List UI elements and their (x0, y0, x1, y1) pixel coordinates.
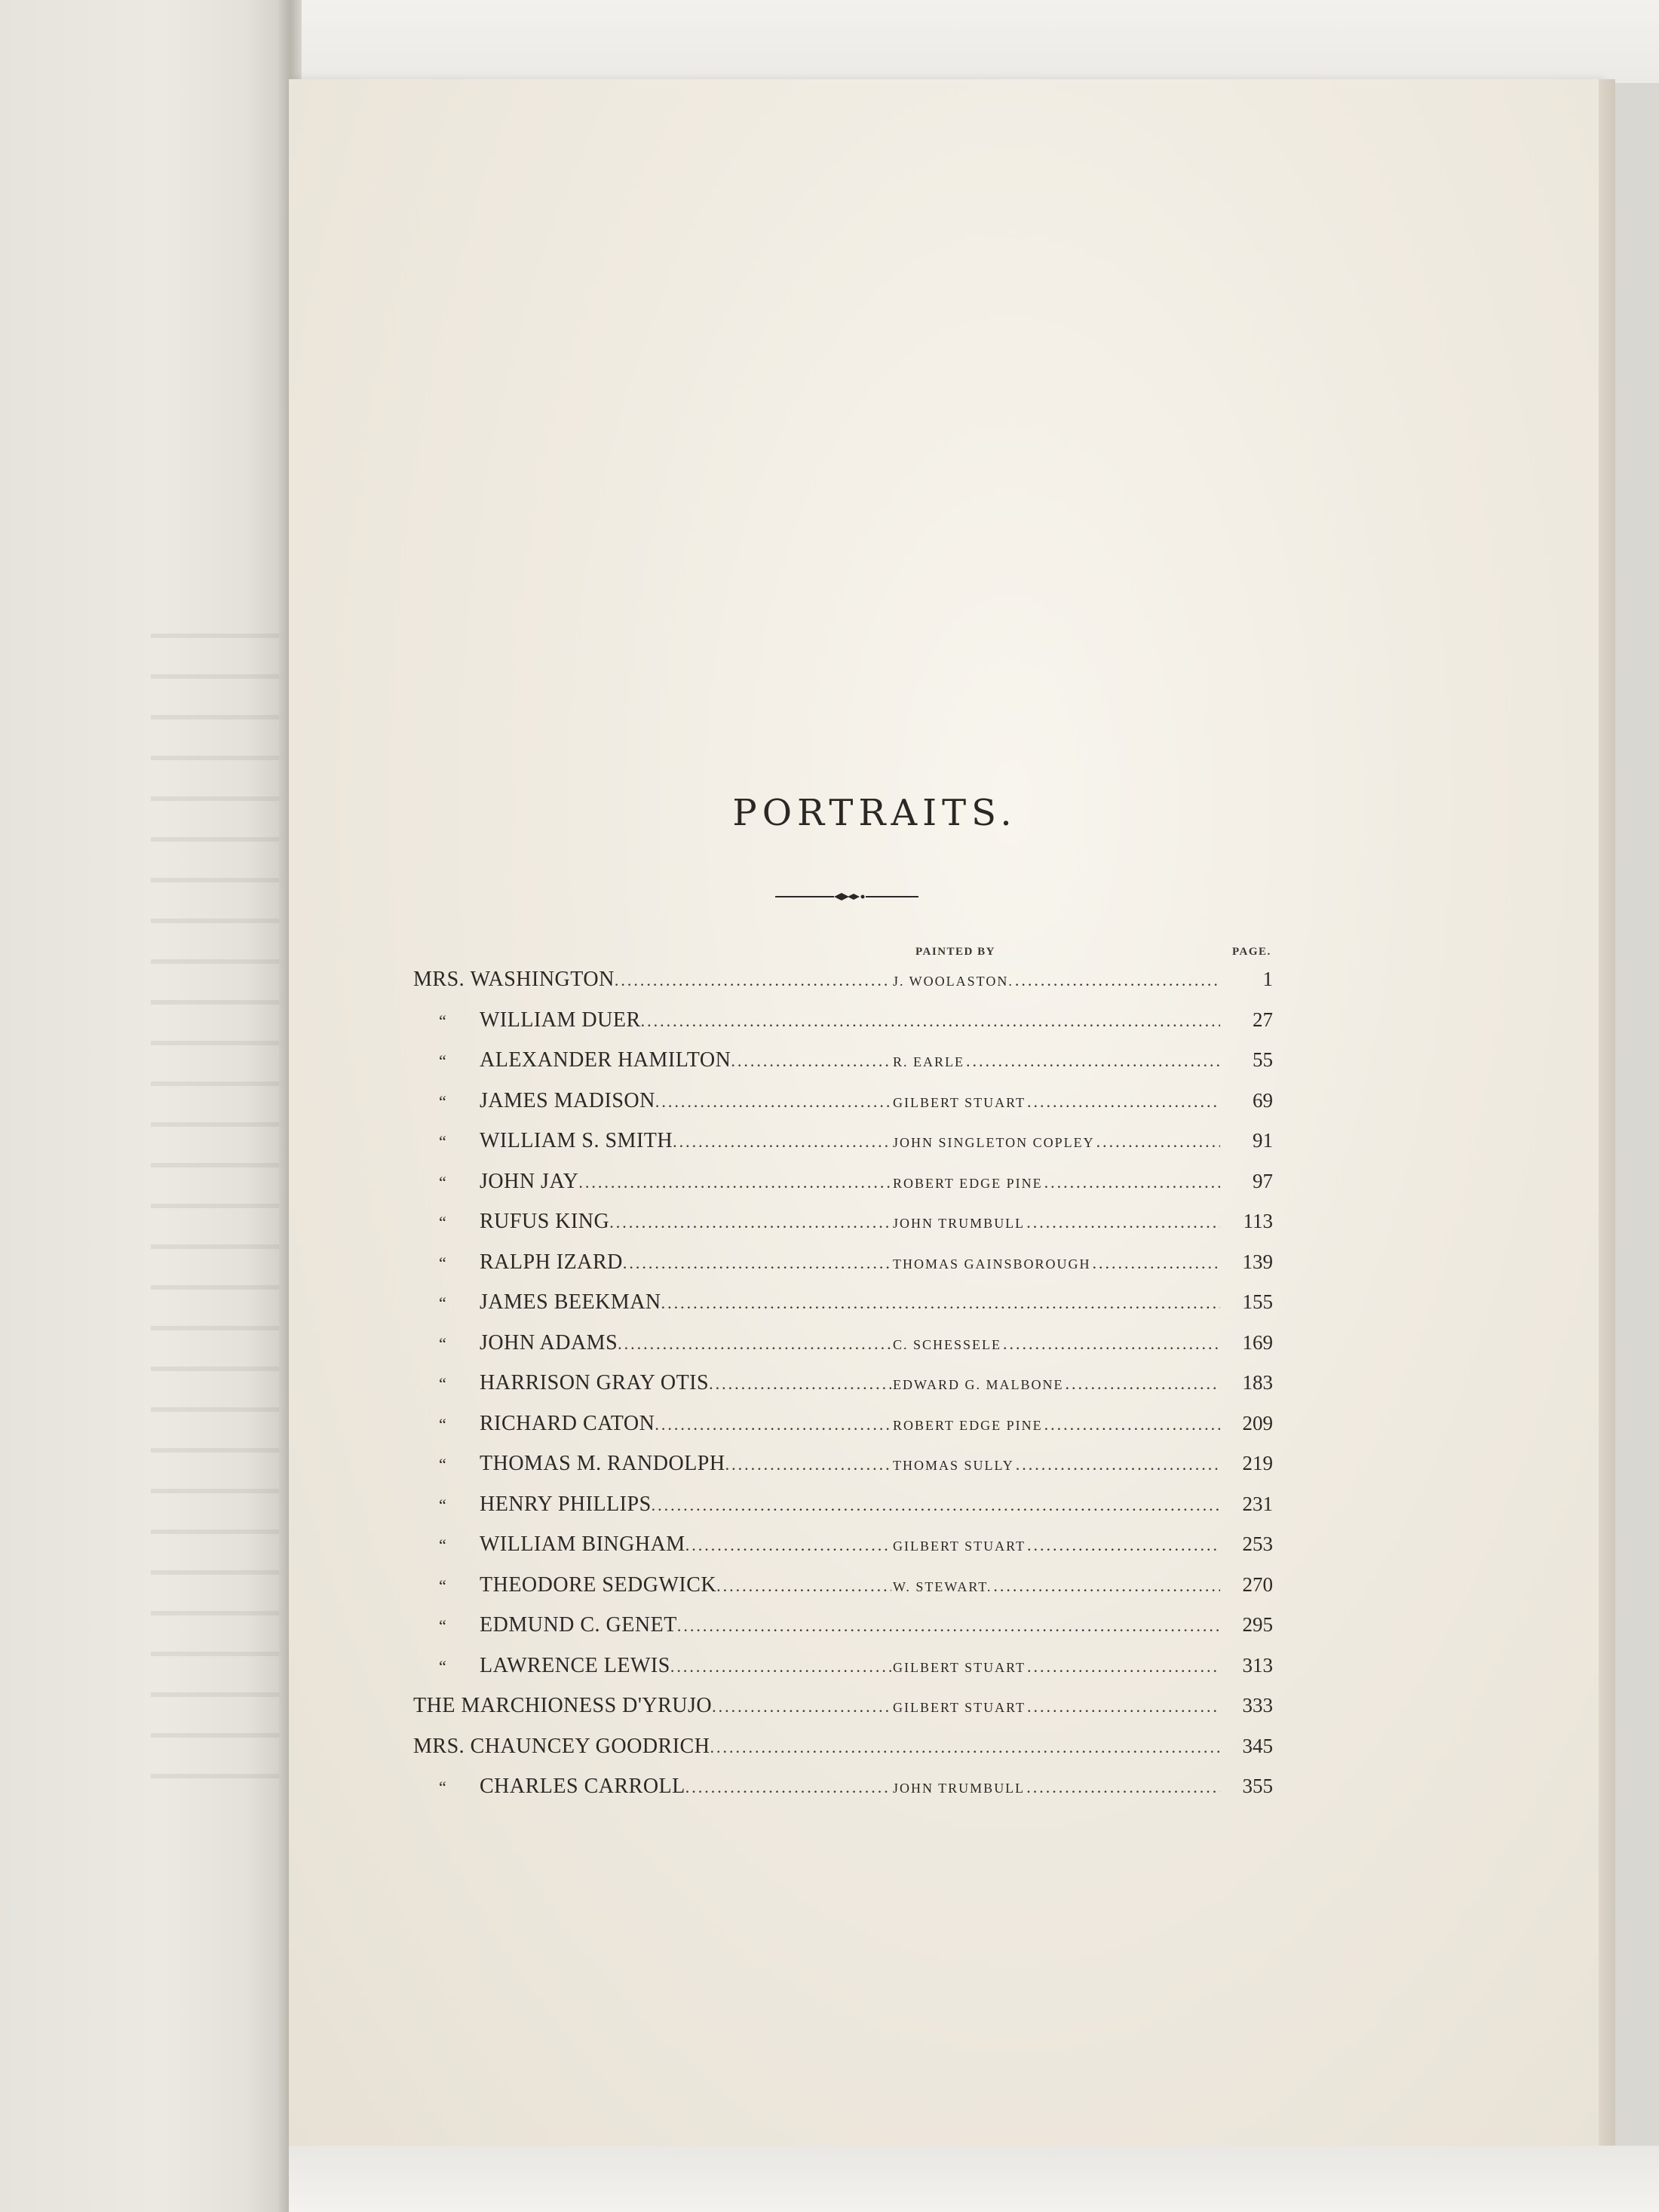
list-item (413, 1646, 1273, 1686)
leader-dots (716, 1566, 891, 1606)
entry-page-number: 333 (1242, 1694, 1273, 1717)
leader-dots (655, 1081, 891, 1121)
left-page (0, 0, 290, 2212)
list-item (413, 1323, 1273, 1364)
entry-name: CHARLES CARROLL (480, 1775, 685, 1798)
entry-ditto-mark: “ (439, 1253, 446, 1272)
entry-name: RICHARD CATON (480, 1411, 655, 1435)
entry-painter: JOHN TRUMBULL (893, 1781, 1026, 1796)
list-item (413, 1443, 1273, 1484)
entry-name: JOHN JAY (480, 1169, 579, 1193)
entry-page-number: 295 (1242, 1613, 1273, 1636)
entry-name: HARRISON GRAY OTIS (480, 1371, 710, 1394)
entry-name: WILLIAM DUER (480, 1008, 641, 1032)
entry-page-number: 270 (1242, 1572, 1273, 1596)
leader-dots (673, 1121, 891, 1161)
list-item (413, 1565, 1273, 1606)
entry-ditto-mark: “ (439, 1172, 446, 1192)
left-page-bleedthrough (151, 603, 279, 1810)
list-item (413, 1726, 1273, 1767)
list-item (413, 1282, 1273, 1323)
entry-page-number: 139 (1242, 1250, 1273, 1273)
entry-ditto-mark: “ (439, 1011, 446, 1030)
leader-dots (578, 1162, 891, 1202)
entry-name: HENRY PHILLIPS (480, 1492, 652, 1516)
entry-page-number: 313 (1242, 1653, 1273, 1677)
entry-page-number: 209 (1242, 1411, 1273, 1434)
entry-page-number: 219 (1242, 1452, 1273, 1474)
leader-dots (966, 1041, 1220, 1081)
entry-ditto-mark: “ (439, 1132, 446, 1151)
leader-dots (1027, 1686, 1220, 1726)
leader-dots (1066, 1364, 1221, 1404)
entry-name: CHAUNCEY GOODRICH (470, 1734, 710, 1758)
entry-painter: JOHN SINGLETON COPLEY (893, 1135, 1095, 1150)
entry-spacer (465, 959, 471, 1000)
list-item (413, 1121, 1273, 1161)
leader-dots (1027, 1081, 1220, 1121)
entry-name: LAWRENCE LEWIS (480, 1653, 670, 1677)
entry-painter: C. SCHESSELE (893, 1336, 1002, 1352)
ornament-divider-icon (775, 888, 918, 905)
leader-dots (1044, 1404, 1220, 1444)
entry-page-number: 55 (1253, 1048, 1273, 1071)
entry-ditto-mark: “ (439, 1778, 446, 1796)
entry-ditto-mark: “ (439, 1575, 446, 1595)
leader-dots (712, 1686, 891, 1726)
leader-dots (1096, 1121, 1220, 1161)
entry-painter: THOMAS SULLY (893, 1458, 1014, 1473)
entry-name: THOMAS M. RANDOLPH (480, 1452, 725, 1475)
entry-page-number: 69 (1253, 1088, 1273, 1112)
entry-painter: JOHN TRUMBULL (893, 1216, 1026, 1231)
entry-spacer (455, 1686, 462, 1726)
entry-ditto-mark: “ (439, 1536, 446, 1554)
entry-name: THEODORE SEDGWICK (480, 1572, 717, 1597)
leader-dots (618, 1324, 891, 1364)
leader-dots (685, 1767, 891, 1807)
leader-dots (725, 1444, 891, 1484)
list-item (413, 1242, 1273, 1283)
list-item (413, 959, 1273, 1000)
entry-page-number: 169 (1242, 1330, 1273, 1354)
entry-page-number: 91 (1253, 1129, 1273, 1152)
entry-painter: ROBERT EDGE PINE (893, 1175, 1043, 1191)
entry-painter: J. WOOLASTON. (893, 974, 1013, 989)
list-item (413, 1484, 1273, 1525)
leader-dots (1026, 1767, 1220, 1807)
list-item (413, 1524, 1273, 1565)
entry-name: ALEXANDER HAMILTON (480, 1048, 731, 1072)
list-item (413, 1605, 1273, 1646)
column-header-page: PAGE. (1232, 946, 1271, 958)
entry-painter: ROBERT EDGE PINE (893, 1417, 1043, 1433)
entry-name: JAMES BEEKMAN (480, 1290, 661, 1314)
leader-dots (652, 1485, 1220, 1525)
leader-dots (1026, 1202, 1220, 1242)
leader-dots (993, 1566, 1220, 1606)
list-item (413, 1161, 1273, 1202)
leader-dots (685, 1525, 891, 1565)
leader-dots (1027, 1525, 1220, 1565)
page-title: PORTRAITS. (732, 792, 1017, 834)
entry-page-number: 27 (1253, 1008, 1273, 1031)
entry-painter: THOMAS GAINSBOROUGH (893, 1256, 1091, 1272)
entry-ditto-mark: “ (439, 1616, 446, 1635)
entry-ditto-mark: “ (439, 1414, 446, 1434)
entry-page-number: 345 (1242, 1734, 1273, 1757)
entry-painter: R. EARLE (893, 1054, 964, 1069)
photo-background-bottom (289, 2146, 1659, 2212)
leader-dots (1093, 1243, 1220, 1283)
entry-painter: GILBERT STUART (893, 1094, 1026, 1110)
entry-painter: GILBERT STUART (893, 1659, 1026, 1675)
leader-dots (615, 960, 891, 1000)
entry-page-number: 155 (1242, 1290, 1273, 1313)
entry-prefix: MRS. (413, 968, 465, 991)
leader-dots (661, 1283, 1220, 1323)
entry-page-number: 1 (1262, 968, 1273, 990)
column-header-painted-by: PAINTED BY (915, 946, 995, 958)
leader-dots (710, 1727, 1220, 1767)
entry-page-number: 355 (1242, 1775, 1273, 1797)
entry-page-number: 97 (1253, 1169, 1273, 1192)
leader-dots (641, 1001, 1220, 1041)
leader-dots (677, 1606, 1220, 1646)
leader-dots (1016, 1444, 1220, 1484)
entry-name: WILLIAM S. SMITH (480, 1129, 673, 1152)
entry-painter: GILBERT STUART (893, 1539, 1026, 1554)
leader-dots (731, 1041, 891, 1081)
list-item (413, 1766, 1273, 1807)
leader-dots (1003, 1324, 1220, 1364)
leader-dots (1044, 1162, 1220, 1202)
list-item (413, 1040, 1273, 1081)
entry-painter: EDWARD G. MALBONE (893, 1377, 1064, 1392)
leader-dots (670, 1646, 891, 1686)
page-edge (1599, 79, 1615, 2146)
list-item (413, 1404, 1273, 1444)
entry-ditto-mark: “ (439, 1213, 446, 1232)
entry-prefix: THE (413, 1694, 455, 1717)
entry-spacer (465, 1726, 471, 1767)
entry-ditto-mark: “ (439, 1293, 446, 1312)
entry-ditto-mark: “ (439, 1091, 446, 1111)
entry-page-number: 113 (1243, 1210, 1273, 1232)
list-item (413, 1000, 1273, 1041)
list-item (413, 1686, 1273, 1726)
list-item (413, 1081, 1273, 1121)
entry-painter: W. STEWART. (893, 1578, 992, 1594)
entry-prefix: MRS. (413, 1734, 465, 1758)
entry-ditto-mark: “ (439, 1051, 446, 1070)
leader-dots (623, 1243, 891, 1283)
entry-ditto-mark: “ (439, 1656, 446, 1676)
entry-page-number: 231 (1242, 1492, 1273, 1515)
leader-dots (1015, 960, 1220, 1000)
leader-dots (609, 1202, 891, 1242)
entry-name: RUFUS KING (480, 1210, 610, 1233)
entry-page-number: 253 (1242, 1532, 1273, 1555)
entry-painter: GILBERT STUART (893, 1700, 1026, 1715)
entry-name: EDMUND C. GENET (480, 1613, 677, 1637)
entry-ditto-mark: “ (439, 1333, 446, 1353)
entry-name: RALPH IZARD (480, 1250, 623, 1274)
list-item (413, 1363, 1273, 1404)
entry-page-number: 183 (1242, 1371, 1273, 1394)
entry-ditto-mark: “ (439, 1495, 446, 1514)
leader-dots (655, 1404, 891, 1444)
portrait-list (413, 959, 1273, 1807)
entry-name: JAMES MADISON (480, 1088, 655, 1112)
leader-dots (709, 1364, 891, 1404)
leader-dots (1027, 1646, 1220, 1686)
list-item (413, 1201, 1273, 1242)
entry-ditto-mark: “ (439, 1374, 446, 1393)
entry-name: WASHINGTON (470, 968, 615, 991)
entry-name: MARCHIONESS D'YRUJO (461, 1694, 713, 1717)
entry-ditto-mark: “ (439, 1455, 446, 1474)
entry-name: JOHN ADAMS (480, 1330, 618, 1355)
entry-name: WILLIAM BINGHAM (480, 1532, 685, 1556)
